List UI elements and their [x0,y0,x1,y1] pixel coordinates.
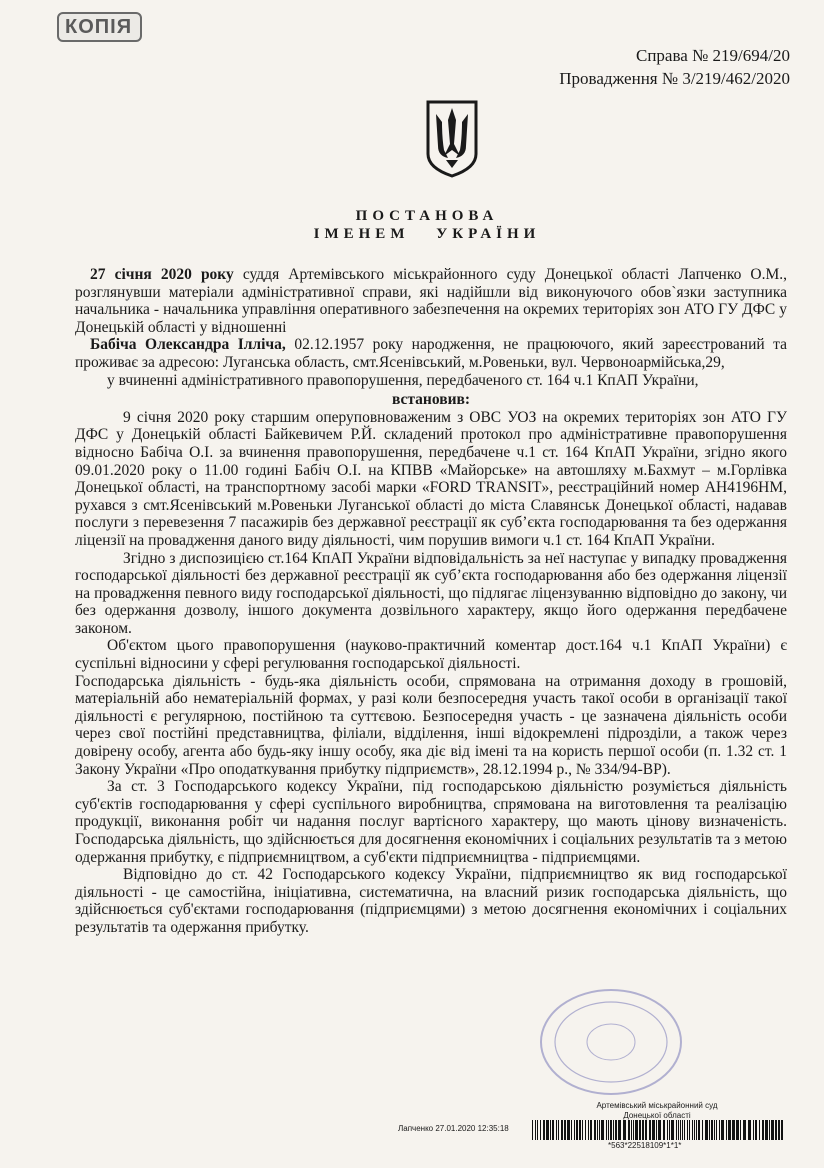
court-name [582,1101,732,1121]
document-title: ПОСТАНОВА [355,208,499,224]
intro-paragraph [75,266,787,336]
person-details: 02.12.1957 року народження, не працюючого, який зареєстрований та проживає за адресою: Луганська область, смт.Ясенівський, м.Ровеньки, вул. Червоноармійська,29, [75,336,788,371]
decision-date: 27 січня 2020 року [90,266,234,283]
barcode-icon [532,1120,784,1140]
trident-emblem-icon [424,98,480,178]
paragraph-protocol: 9 січня 2020 року старшим оперуповноваженим з ОВС УОЗ на окремих територіях зон АТО ГУ ДФС у Донецькій області Байкевичем Р.Й. складений протокол про адміністративне правопорушення відносно Бабіча О.І. за вчинення правопорушення, передбачене ч.1 ст. 164 КпАП України, згідно якого 09.01.2020 року о 11.00 годині Бабіч О.І. на КПВВ «Майорське» на автошляху м.Бахмут – м.Горлівка Донецької області, на транспортному засобі марки «FORD TRANSIT», реєстраційний номер АН4196НМ, рухався з смт.Ясенівський м.Ровеньки Луганської області до міста Славянськ Донецької області, надавав послуги з перевезення 7 пасажирів без державної реєстрації як суб’єкта господарювання та без одержання ліцензії на провадження даного виду діяльності, чим порушив вимоги ч.1 ст. 164 КпАП України. [75,408,787,549]
copy-stamp: КОПІЯ [57,12,142,42]
offense-line: у вчиненні адміністративного правопорушення, передбаченого ст. 164 ч.1 КпАП України, [107,371,699,389]
document-body [75,266,787,937]
case-reference [559,44,790,90]
signer-stamp: Лапченко 27.01.2020 12:35:18 [398,1124,509,1133]
barcode-number: *563*22518109*1*1* [608,1141,682,1150]
paragraph-object: Об'єктом цього правопорушення (науково-практичний коментар дост.164 ч.1 КпАП України) є суспільні відносини у сфері регулювання господарської діяльності. [75,637,787,673]
court-name-line2: Донецької області [623,1111,691,1120]
proceeding-number: Провадження № 3/219/462/2020 [559,69,790,88]
intro-text: суддя Артемівського міськрайонного суду Донецької області Лапченко О.М., розглянувши матеріали адміністративної справи, які надійшли від виконуючого обов`язки заступника начальника - начальника управління оперативного забезпечення на окремих територіях зон АТО ГУ ДФС у Донецькій області у відношенні [75,266,788,336]
case-number: Справа № 219/694/20 [636,46,790,65]
document-subtitle: ІМЕНЕМ УКРАЇНИ [313,226,541,242]
person-name: Бабіча Олександра Ілліча, [90,336,286,354]
paragraph-article-42: Відповідно до ст. 42 Господарського кодексу України, підприємництво як вид господарської діяльності - це самостійна, ініціативна, систематична, на власний ризик господарська діяльність, що здійснюється суб'єктами господарювання (підприємцями) з метою досягнення економічних і соціальних результатів та одержання прибутку. [75,866,787,936]
paragraph-disposition: Згідно з диспозицією ст.164 КпАП України відповідальність за неї наступає у випадку провадження господарської діяльності без державної реєстрації як суб’єкта господарювання або без одержання ліцензії на провадження певного виду господарської діяльності, що підлягає ліцензуванню відповідно до закону, чи без одержання дозволу, іншого документа дозвільного характеру, якщо його одержання передбачене законом. [75,549,787,637]
court-seal-icon [536,985,686,1100]
person-paragraph [75,336,787,371]
court-name-line1: Артемівський міськрайонний суд [596,1101,718,1110]
paragraph-article-3: За ст. 3 Господарського кодексу України, під господарською діяльністю розуміється діяльність суб'єктів господарювання у сфері суспільного виробництва, спрямована на виготовлення та реалізацію продукції, виконання робіт чи надання послуг вартісного характеру, що мають цінову визначеність. Господарська діяльність, що здійснюється для досягнення економічних і соціальних результатів та з метою одержання прибутку, є підприємництвом, а суб'єкти підприємництва - підприємцями. [75,778,787,866]
established-heading: встановив: [391,391,471,409]
paragraph-definition: Господарська діяльність - будь-яка діяльність особи, спрямована на отримання доходу в грошовій, матеріальній або нематеріальній формах, у разі коли безпосередня участь такої особи в організації такої діяльності є регулярною, постійною та суттєвою. Безпосередня участь - це зазначена діяльність особи через свої постійні представництва, філіали, відділення, інші відокремлені підрозділи, а також через довірену особу, агента або будь-яку іншу особу, яка діє від імені та на користь першої особи (п. 1.32 ст. 1 Закону України «Про оподаткування прибутку підприємств», 28.12.1994 р., № 334/94-ВР). [75,672,787,778]
